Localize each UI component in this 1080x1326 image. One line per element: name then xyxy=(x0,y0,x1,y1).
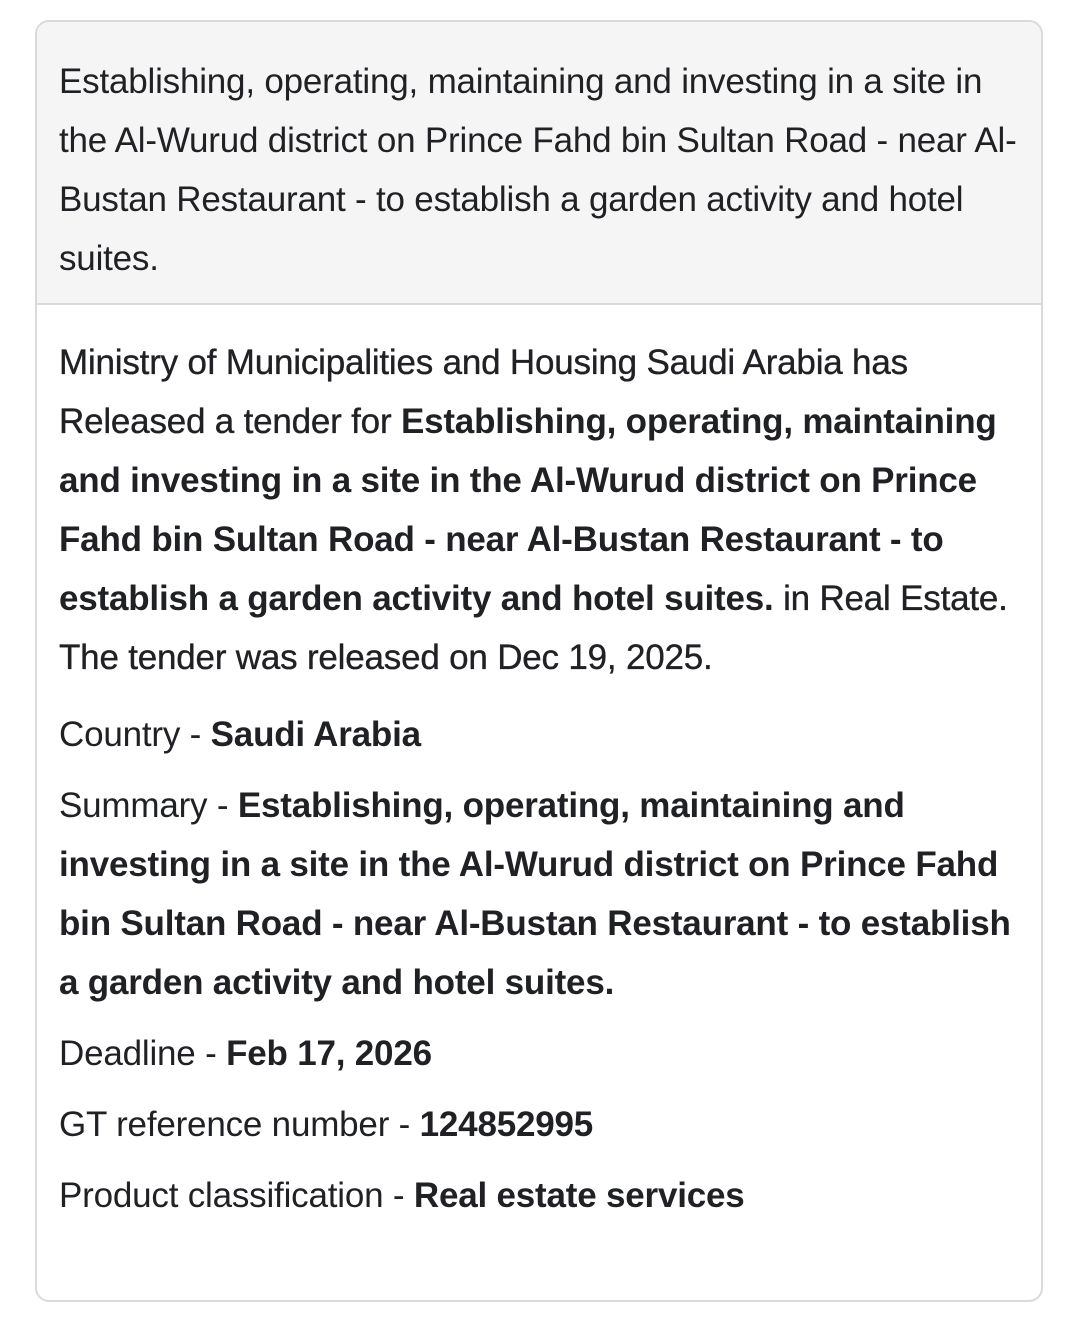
detail-label: Country - xyxy=(59,715,211,754)
detail-value: Real estate services xyxy=(413,1176,745,1215)
detail-value: Saudi Arabia xyxy=(210,715,421,754)
tender-card xyxy=(35,20,1043,1302)
detail-label: GT reference number - xyxy=(59,1105,420,1144)
detail-value: Feb 17, 2026 xyxy=(226,1034,432,1073)
intro-prefix: Ministry of Municipalities and Housing Saudi Arabia has Released a tender for xyxy=(59,343,908,441)
detail-label: Product classification - xyxy=(59,1176,414,1215)
detail-value: 124852995 xyxy=(419,1105,594,1144)
detail-product-classification xyxy=(59,1166,1019,1225)
tender-card-header xyxy=(37,22,1041,305)
detail-gt-reference-number xyxy=(59,1095,1019,1154)
detail-label: Deadline - xyxy=(59,1034,227,1073)
detail-deadline xyxy=(59,1024,1019,1083)
intro-suffix: in Real Estate. The tender was released on Dec 19, 2025. xyxy=(59,579,1008,677)
tender-intro xyxy=(59,333,1019,687)
detail-value: Establishing, operating, maintaining and investing in a site in the Al-Wurud district on Prince Fahd bin Sultan Road - near Al-Bustan Restaurant - to establish a garden activity and hotel suites. xyxy=(59,786,1011,1002)
detail-country xyxy=(59,705,1019,764)
detail-label: Summary - xyxy=(59,786,238,825)
detail-summary xyxy=(59,776,1019,1012)
tender-card-body xyxy=(37,305,1041,1225)
intro-highlight: Establishing, operating, maintaining and investing in a site in the Al-Wurud district on Prince Fahd bin Sultan Road - near Al-Bustan Restaurant - to establish a garden activity and hotel suites. xyxy=(59,402,997,618)
tender-title: Establishing, operating, maintaining and investing in a site in the Al-Wurud district on Prince Fahd bin Sultan Road - near Al-Bustan Restaurant - to establish a garden activity and hotel suites. xyxy=(59,62,1017,278)
